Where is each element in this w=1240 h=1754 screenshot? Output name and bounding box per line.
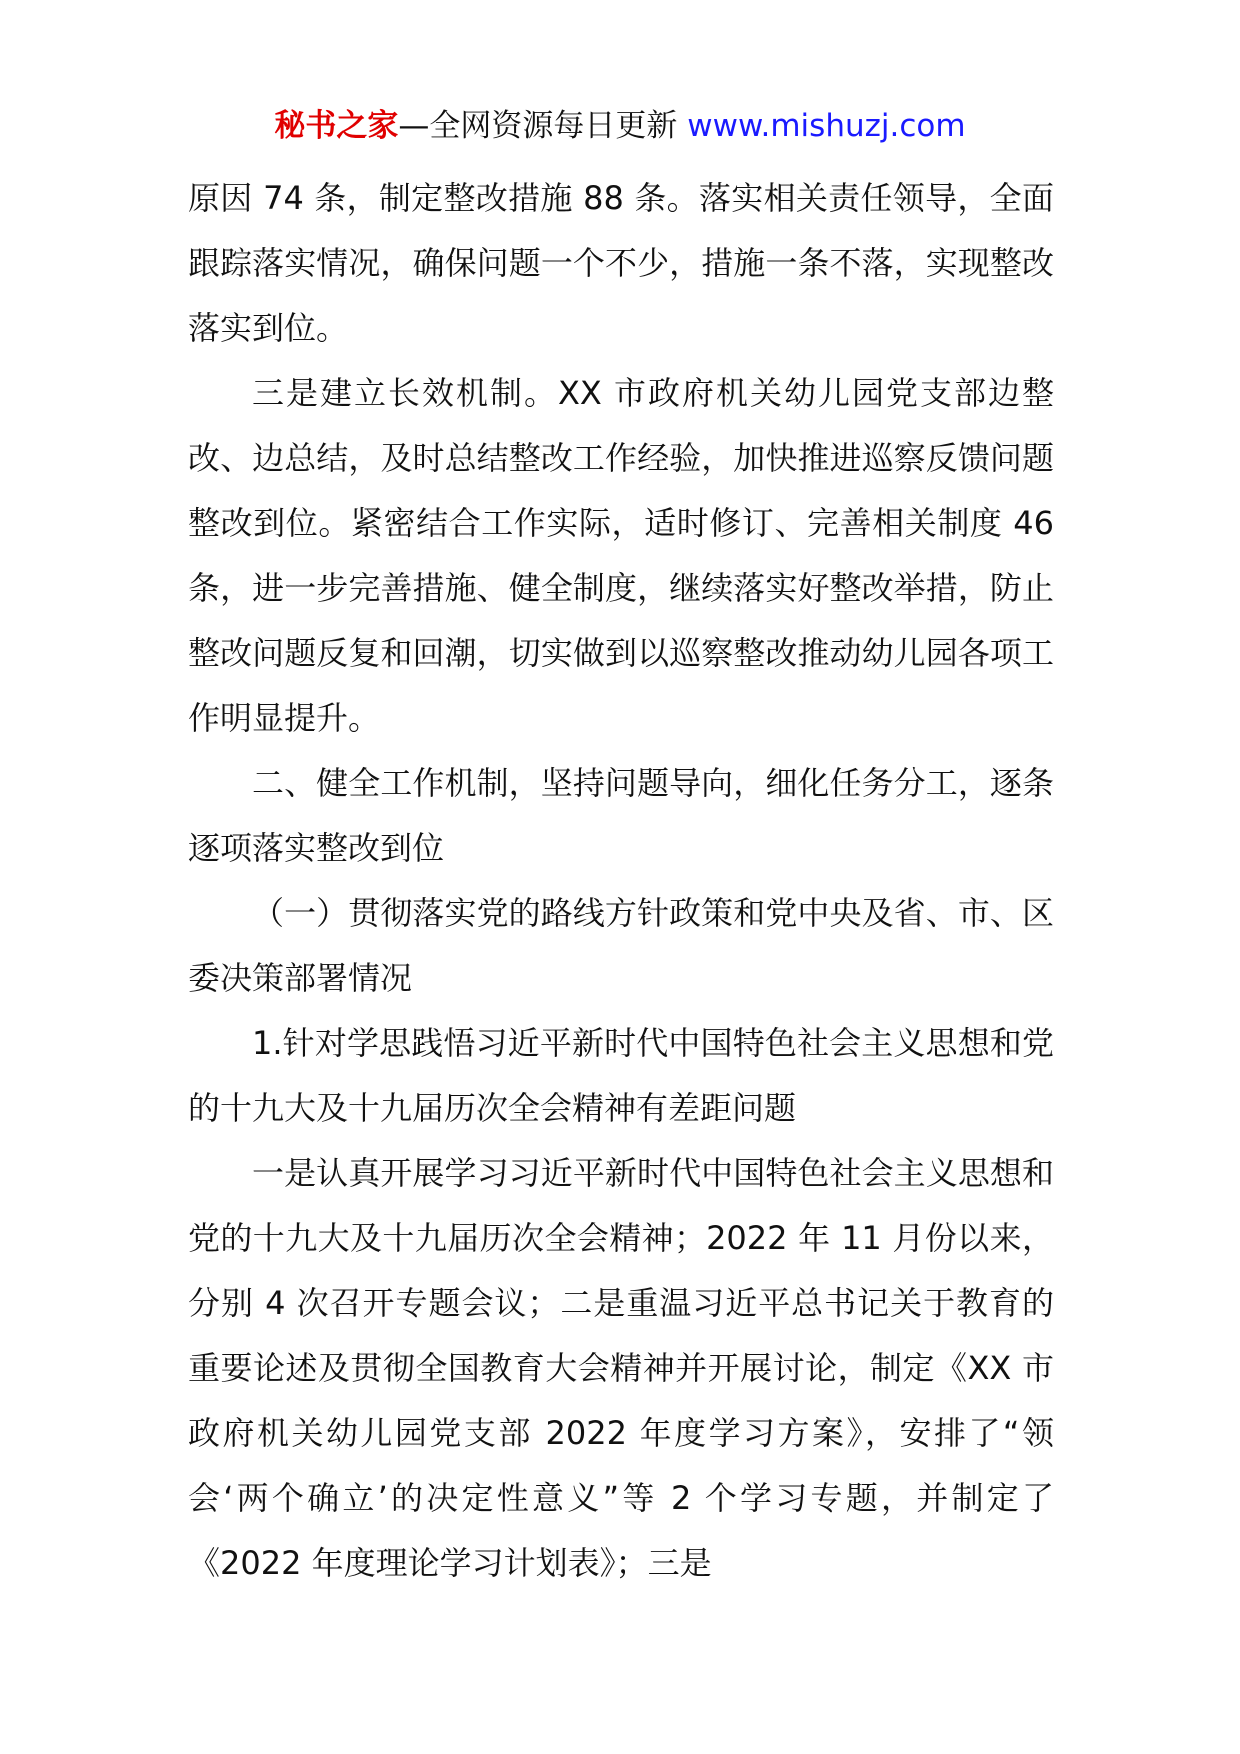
header-tagline: —全网资源每日更新 <box>398 108 688 144</box>
paragraph-study-measures: 一是认真开展学习习近平新时代中国特色社会主义思想和党的十九大及十九届历次全会精神；2022 年 11 月份以来，分别 4 次召开专题会议；二是重温习近平总书记关于教育的重要论述及贯彻全国教育大会精神并开展讨论，制定《XX 市政府机关幼儿园党支部 2022 年度学习方案》，安排了“领会‘两个确立’的决定性意义”等 2 个学习专题，并制定了《2022 年度理论学习计划表》；三是 <box>188 1154 1054 1582</box>
item-heading-1: 1.针对学思践悟习近平新时代中国特色社会主义思想和党的十九大及十九届历次全会精神有差距问题 <box>188 1024 1054 1127</box>
paragraph-continuation: 原因 74 条，制定整改措施 88 条。落实相关责任领导，全面跟踪落实情况，确保问题一个不少，措施一条不落，实现整改落实到位。 <box>188 179 1054 347</box>
paragraph-long-term-mechanism: 三是建立长效机制。XX 市政府机关幼儿园党支部边整改、边总结，及时总结整改工作经验，加快推进巡察反馈问题整改到位。紧密结合工作实际，适时修订、完善相关制度 46 条，进一步完善措施、健全制度，继续落实好整改举措，防止整改问题反复和回潮，切实做到以巡察整改推动幼儿园各项工作明显提升。 <box>188 374 1054 737</box>
page-header <box>0 104 1240 148</box>
site-url: www.mishuzj.com <box>687 108 966 144</box>
document-body <box>188 166 1054 1596</box>
subsection-heading-1: （一）贯彻落实党的路线方针政策和党中央及省、市、区委决策部署情况 <box>188 894 1054 997</box>
section-heading-2: 二、健全工作机制，坚持问题导向，细化任务分工，逐条逐项落实整改到位 <box>188 764 1054 867</box>
brand-name: 秘书之家 <box>274 108 399 144</box>
